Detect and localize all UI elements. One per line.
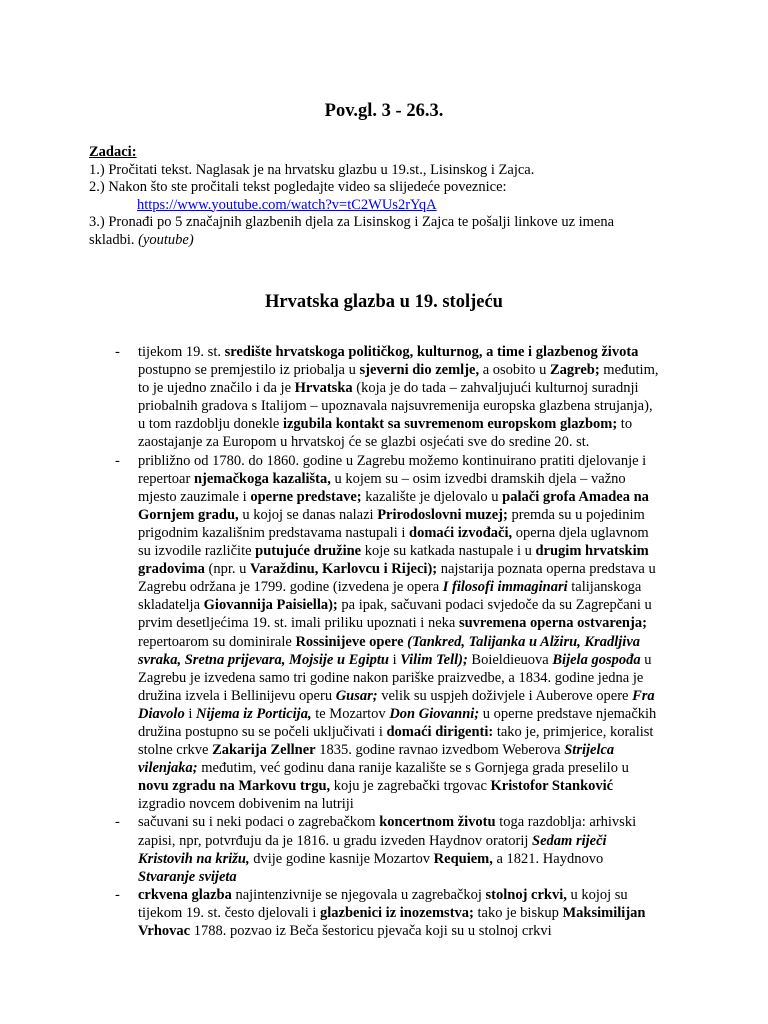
text-run: Requiem, bbox=[433, 850, 493, 867]
text-run: izgradio novcem dobivenim na lutriji bbox=[138, 796, 354, 813]
text-run: Kristofor Stanković bbox=[490, 778, 614, 795]
text-run: glazbenici iz inozemstva; bbox=[320, 904, 474, 921]
text-run: Zakarija Zellner bbox=[212, 742, 316, 759]
text-run: međutim, to je ujedno značilo i da je bbox=[138, 362, 659, 397]
text-run: Prirodoslovni muzej; bbox=[377, 506, 508, 523]
text-run: 1788. pozvao iz Beča šestoricu pjevača koji su u stolnoj crkvi bbox=[190, 923, 552, 939]
text-run: (npr. u bbox=[204, 561, 250, 578]
text-run: repertoarom su dominirale bbox=[138, 633, 296, 650]
text-run: koju je zagrebački trgovac bbox=[330, 778, 491, 795]
tasks-block bbox=[89, 144, 689, 249]
text-run: Nijema iz Porticija, bbox=[196, 705, 312, 722]
text-run: Stvaranje svijeta bbox=[138, 868, 237, 885]
text-run: stolnoj crkvi, bbox=[485, 886, 567, 903]
text-run: Hrvatska bbox=[294, 380, 353, 397]
text-run: velik su uspjeh doživjele i Auberove opere bbox=[377, 687, 633, 704]
text-run: putujuće družine bbox=[255, 543, 362, 560]
list-item bbox=[115, 343, 660, 452]
section-title: Hrvatska glazba u 19. stoljeću bbox=[265, 292, 503, 312]
text-run: koje su katkada nastupale i u bbox=[361, 543, 536, 560]
text-run: Boieldieuova bbox=[467, 651, 553, 668]
text-run: kazalište je djelovalo u bbox=[361, 488, 503, 505]
text-run: izgubila kontakt sa suvremenom europskom glazbom; bbox=[282, 416, 618, 433]
text-run: Vilim Tell); bbox=[400, 651, 468, 668]
text-run: tako je biskup bbox=[473, 904, 563, 921]
text-run: Giovannija Paisiella); bbox=[203, 597, 338, 614]
task-2: 2.) Nakon što ste pročitali tekst pogledajte video sa slijedeće poveznice: bbox=[89, 179, 507, 195]
list-item bbox=[115, 452, 660, 814]
list-item bbox=[115, 813, 660, 885]
bullet-dash: - bbox=[115, 452, 120, 469]
tasks-header: Zadaci: bbox=[89, 144, 137, 160]
text-run: Maksimilijan Vrhovac bbox=[138, 904, 646, 939]
bullet-dash: - bbox=[115, 886, 120, 903]
text-run: toga razdoblja: arhivski zapisi, npr, potvrđuju da je 1816. u gradu izveden Haydnov oratorij bbox=[138, 814, 637, 849]
text-run: Don Giovanni; bbox=[389, 705, 480, 722]
task-3: 3.) Pronađi po 5 značajnih glazbenih djela za Lisinskog i Zajca te pošalji linkove uz imena skladbi. (youtube) bbox=[89, 214, 615, 248]
video-link[interactable]: https://www.youtube.com/watch?v=tC2WUs2rYqA bbox=[137, 196, 437, 213]
text-run: u operne predstave njemačkih družina postupno su se počeli uključivati i bbox=[138, 705, 657, 740]
text-run: Rossinijeve opere bbox=[295, 633, 404, 650]
text-run: sjeverni dio zemlje, bbox=[359, 362, 480, 379]
bullet-list bbox=[115, 343, 660, 940]
text-run: i bbox=[184, 705, 196, 722]
video-link-row bbox=[89, 197, 689, 215]
text-run: tijekom 19. st. bbox=[138, 344, 225, 360]
text-run: tako je, primjerice, koralist stolne crkve bbox=[138, 723, 654, 759]
text-run: talijanskoga skladatelja bbox=[138, 579, 642, 614]
text-run: suvremena operna ostvarenja; bbox=[458, 615, 647, 632]
text-run: Bijela gospođa bbox=[552, 651, 641, 668]
text-run: u kojem su – osim izvedbi dramskih djela – važno mjesto zauzimale i bbox=[138, 470, 626, 505]
text-run: u kojoj se danas nalazi bbox=[238, 506, 378, 523]
text-run: Strijelca vilenjaka; bbox=[138, 742, 615, 777]
text-run: najintenzivnije se njegovala u zagrebačkoj bbox=[231, 886, 486, 903]
bullet-dash: - bbox=[115, 344, 120, 360]
text-run: u Zagrebu je izvedena samo tri godine nakon pariške praizvedbe, a 1834. godine jedna je družina izvela i Bellinijevu operu bbox=[138, 651, 652, 704]
text-run: središte hrvatskoga političkog, kulturnog, a time i glazbenog života bbox=[224, 344, 639, 360]
text-run: operne predstave; bbox=[250, 488, 362, 505]
text-run: dvije godine kasnije Mozartov bbox=[249, 850, 434, 867]
text-run: domaći dirigenti: bbox=[386, 723, 494, 740]
text-run: domaći izvođači, bbox=[409, 524, 513, 541]
list-item bbox=[115, 886, 660, 940]
text-run: (Tankred, Talijanka u Alžiru, Kradljiva svraka, Sretna prijevara, Mojsije u Egiptu bbox=[138, 633, 641, 668]
text-run: Zagreb; bbox=[549, 362, 600, 379]
text-run: približno od 1780. do 1860. godine u Zagrebu možemo kontinuirano pratiti djelovanje i repertoar bbox=[138, 452, 647, 487]
text-run: novu zgradu na Markovu trgu, bbox=[138, 778, 331, 795]
text-run: pa ipak, sačuvani podaci svjedoče da su Zagrepčani u prvim desetljećima 19. st. imali priliku upoznati i neka bbox=[138, 597, 652, 632]
text-run: operna djela uglavnom su izvodile različite bbox=[138, 524, 649, 560]
text-run: (koja je do tada – zahvaljujući kulturnoj suradnji priobalnih gradova s Italijom – upoznavala najsuvremenija europska glazbena strujanja), u tom razdoblju donekle bbox=[138, 380, 653, 433]
text-run: a osobito u bbox=[479, 362, 550, 379]
text-run: međutim, već godinu dana ranije kazalište se s Gornjega grada preselilo u bbox=[197, 760, 629, 777]
text-run: 1835. godine ravnao izvedbom Weberova bbox=[315, 742, 565, 759]
task-1: 1.) Pročitati tekst. Naglasak je na hrvatsku glazbu u 19.st., Lisinskog i Zajca. bbox=[89, 161, 535, 178]
text-run: njemačkoga kazališta, bbox=[193, 470, 331, 487]
text-run: Sedam riječi Kristovih na križu, bbox=[138, 832, 607, 867]
text-run: a 1821. Haydnovo bbox=[492, 850, 604, 867]
text-run: drugim hrvatskim gradovima bbox=[138, 543, 649, 578]
text-run: te Mozartov bbox=[311, 705, 390, 722]
text-run: sačuvani su i neki podaci o zagrebačkom bbox=[138, 814, 380, 831]
text-run: najstarija poznata operna predstava u Zagrebu održana je 1799. godine (izvedena je opera bbox=[138, 561, 656, 596]
text-run: palači grofa Amadea na Gornjem gradu, bbox=[138, 488, 649, 523]
text-run: Gusar; bbox=[335, 687, 378, 704]
text-run: i bbox=[388, 651, 401, 668]
text-run: crkvena glazba bbox=[138, 886, 232, 903]
text-run: I filosofi immaginari bbox=[442, 579, 568, 596]
text-run: Fra Diavolo bbox=[138, 687, 655, 722]
text-run: postupno se premjestilo iz priobalja u bbox=[138, 362, 360, 379]
text-run: to zaostajanje za Europom u hrvatskoj će se glazbi osjećati sve do sredine 20. st. bbox=[138, 416, 633, 451]
text-run: Varaždinu, Karlovcu i Rijeci); bbox=[249, 561, 438, 578]
bullet-dash: - bbox=[115, 814, 120, 831]
text-run: u kojoj su tijekom 19. st. često djelovali i bbox=[138, 886, 628, 921]
text-run: premda su u pojedinim prigodnim kazališnim predstavama nastupali i bbox=[138, 506, 645, 541]
page-title: Pov.gl. 3 - 26.3. bbox=[324, 101, 444, 121]
text-run: koncertnom životu bbox=[379, 814, 496, 831]
